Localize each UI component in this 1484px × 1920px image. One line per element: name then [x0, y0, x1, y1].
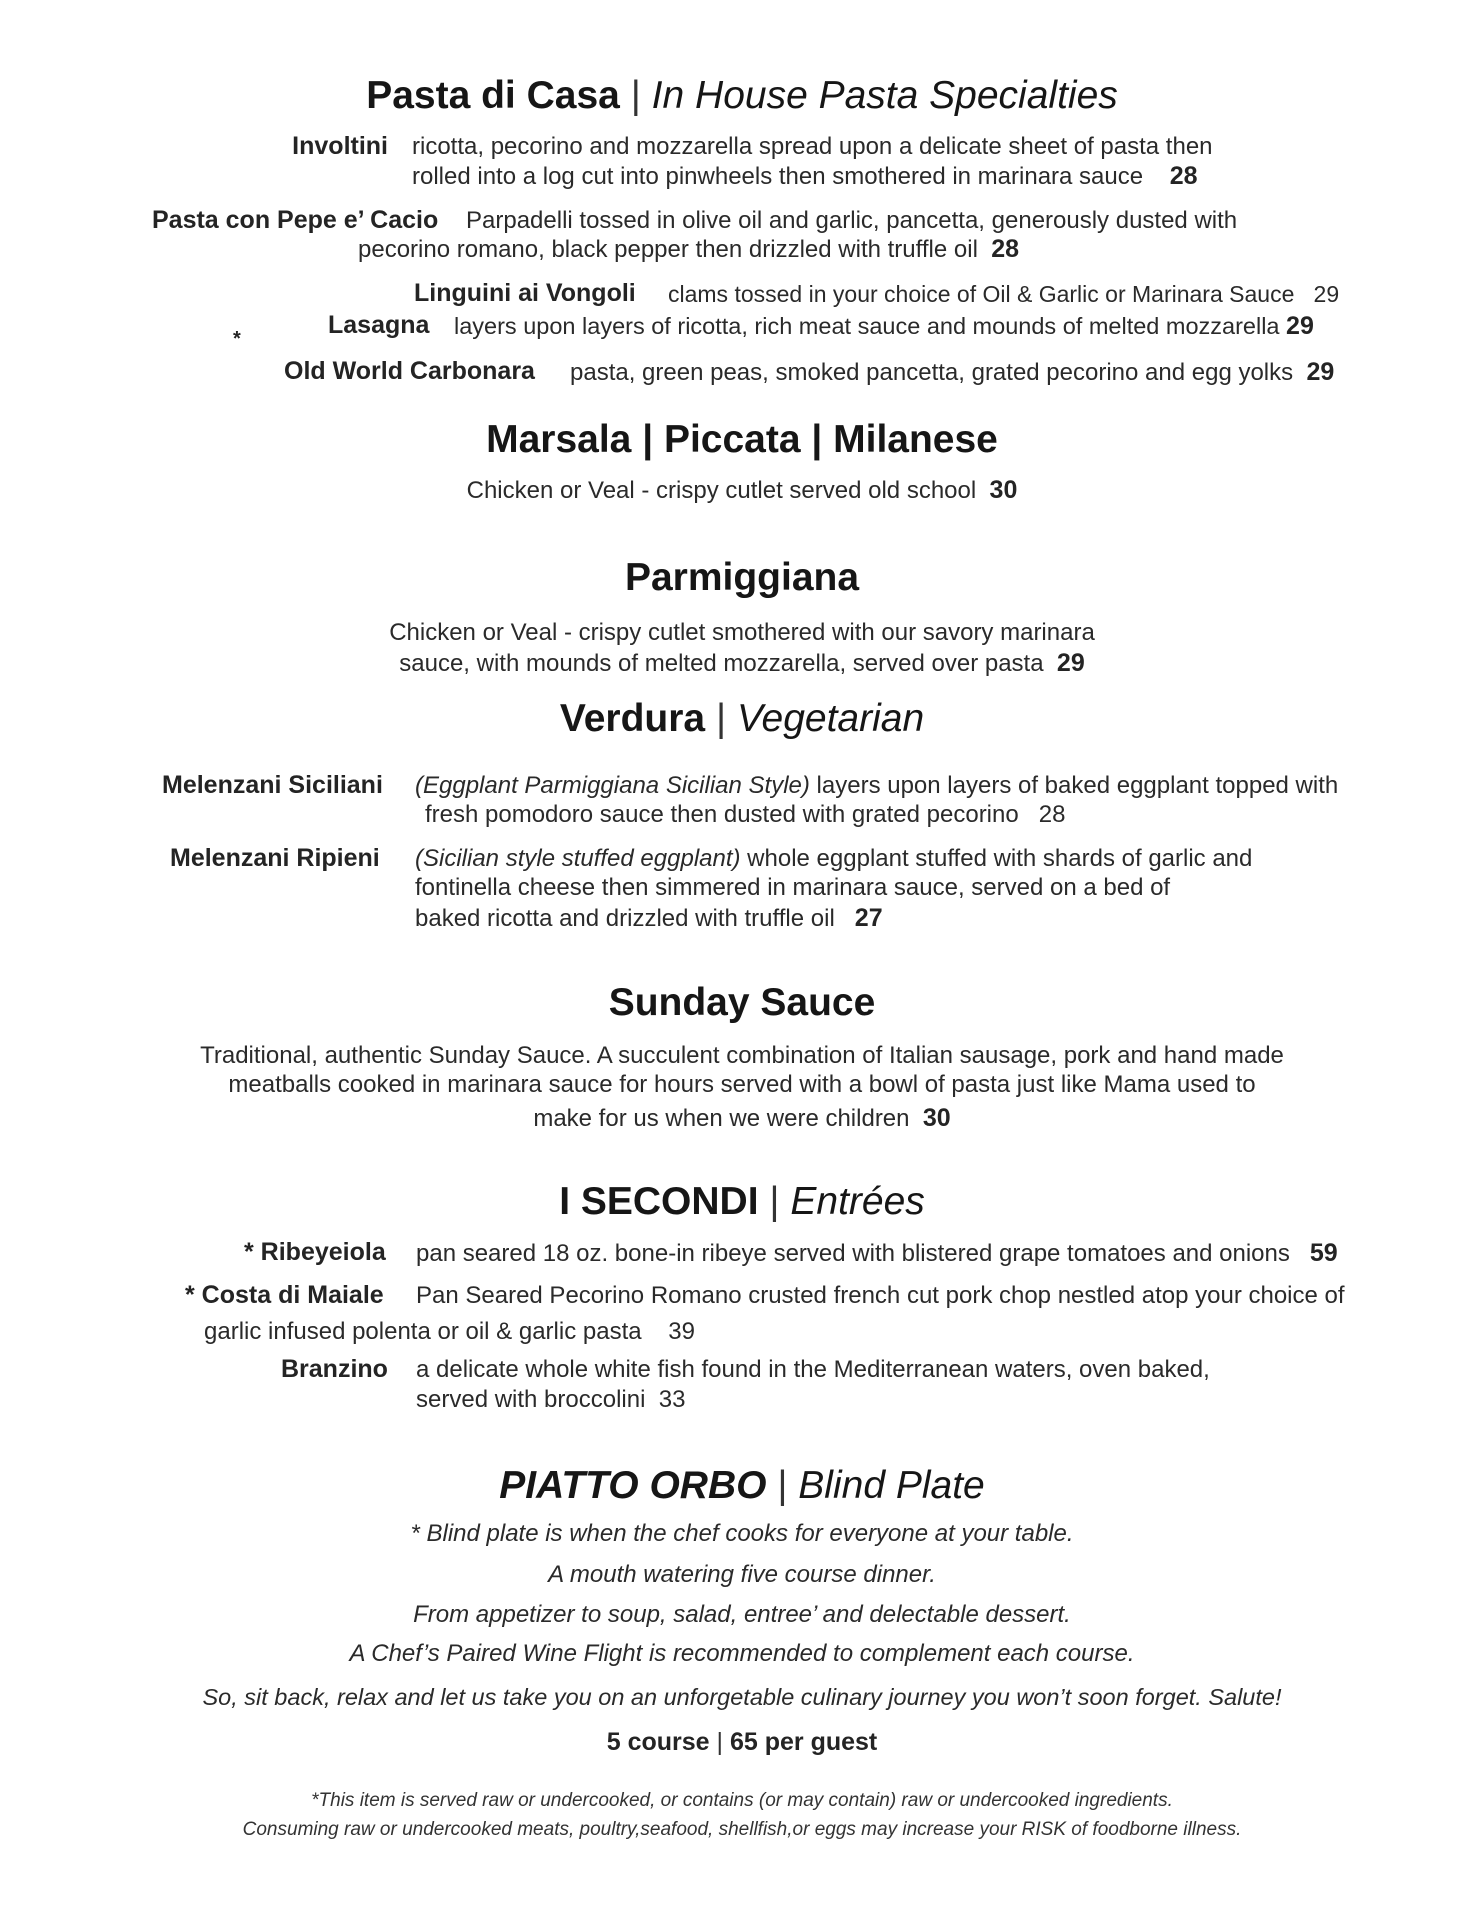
piatto-orbo-title: PIATTO ORBO | Blind Plate — [499, 1464, 985, 1507]
item-description: layers upon layers of ricotta, rich meat sauce and mounds of melted mozzarella 29 — [454, 312, 1314, 340]
raw-food-disclaimer: *This item is served raw or undercooked, or contains (or may contain) raw or undercooked ingredients. — [311, 1790, 1173, 1811]
item-description: ricotta, pecorino and mozzarella spread upon a delicate sheet of pasta then — [412, 133, 1213, 160]
item-description: rolled into a log cut into pinwheels then smothered in marinara sauce 28 — [412, 162, 1198, 190]
piatto-orbo-line: * Blind plate is when the chef cooks for everyone at your table. — [410, 1520, 1074, 1547]
secondi-section-title: I SECONDI | Entrées — [559, 1180, 925, 1223]
item-name: * Costa di Maiale — [185, 1281, 384, 1309]
sunday-sauce-title: Sunday Sauce — [608, 981, 876, 1024]
piatto-orbo-line: From appetizer to soup, salad, entree’ and delectable dessert. — [413, 1601, 1071, 1628]
parmiggiana-description: sauce, with mounds of melted mozzarella, served over pasta 29 — [399, 649, 1085, 677]
piatto-orbo-line: So, sit back, relax and let us take you on an unforgetable culinary journey you won’t soon forget. Salute! — [202, 1684, 1282, 1710]
item-description: Pan Seared Pecorino Romano crusted french cut pork chop nestled atop your choice of — [416, 1282, 1345, 1309]
item-description: fresh pomodoro sauce then dusted with grated pecorino 28 — [425, 801, 1066, 828]
item-description: (Eggplant Parmiggiana Sicilian Style) layers upon layers of baked eggplant topped with — [415, 772, 1339, 799]
sunday-sauce-description: make for us when we were children 30 — [533, 1104, 951, 1132]
item-name: Linguini ai Vongoli — [414, 279, 636, 307]
verdura-section-title: Verdura | Vegetarian — [559, 697, 925, 740]
item-name: Old World Carbonara — [284, 357, 535, 385]
item-name: Lasagna — [328, 311, 430, 339]
sunday-sauce-price: 30 — [922, 1104, 951, 1132]
item-price: 29 — [1286, 312, 1314, 340]
parmiggiana-description: Chicken or Veal - crispy cutlet smothered with our savory marinara — [389, 619, 1095, 646]
parmiggiana-section-title: Parmiggiana — [624, 556, 860, 599]
item-description: pasta, green peas, smoked pancetta, grated pecorino and egg yolks 29 — [570, 358, 1335, 386]
item-price: 28 — [1169, 162, 1198, 190]
marsala-description: Chicken or Veal - crispy cutlet served old school 30 — [466, 476, 1018, 504]
item-description: (Sicilian style stuffed eggplant) whole eggplant stuffed with shards of garlic and — [415, 845, 1253, 872]
parmiggiana-price: 29 — [1056, 649, 1085, 677]
item-description: served with broccolini 33 — [416, 1386, 686, 1413]
item-price: 29 — [1306, 358, 1335, 386]
sunday-sauce-description: meatballs cooked in marinara sauce for hours served with a bowl of pasta just like Mama used to — [228, 1071, 1256, 1098]
item-name: Branzino — [281, 1355, 388, 1383]
item-description: a delicate whole white fish found in the Mediterranean waters, oven baked, — [416, 1356, 1210, 1383]
item-name: Melenzani Siciliani — [162, 771, 383, 799]
item-description: clams tossed in your choice of Oil & Garlic or Marinara Sauce 29 — [668, 281, 1340, 307]
piatto-orbo-line: A Chef’s Paired Wine Flight is recommended to complement each course. — [349, 1640, 1135, 1667]
item-price: 29 — [1313, 281, 1340, 307]
item-description: fontinella cheese then simmered in marinara sauce, served on a bed of — [415, 874, 1171, 901]
item-price: 59 — [1309, 1239, 1338, 1267]
item-price: 39 — [668, 1318, 695, 1345]
raw-warning-mark: * — [233, 328, 241, 350]
marsala-price: 30 — [989, 476, 1018, 504]
piatto-orbo-price: 5 course | 65 per guest — [606, 1728, 878, 1756]
pasta-section-title: Pasta di Casa | In House Pasta Specialties — [366, 74, 1118, 117]
item-description: pecorino romano, black pepper then drizzled with truffle oil 28 — [358, 235, 1020, 263]
item-description: baked ricotta and drizzled with truffle oil 27 — [415, 904, 883, 932]
piatto-orbo-line: A mouth watering five course dinner. — [548, 1561, 936, 1588]
item-description: garlic infused polenta or oil & garlic pasta 39 — [204, 1318, 695, 1345]
item-description: pan seared 18 oz. bone-in ribeye served with blistered grape tomatoes and onions 59 — [416, 1239, 1338, 1267]
item-price: 33 — [658, 1386, 686, 1413]
item-name: Involtini — [292, 132, 388, 160]
item-description: Parpadelli tossed in olive oil and garlic, pancetta, generously dusted with — [466, 207, 1238, 234]
raw-food-disclaimer: Consuming raw or undercooked meats, poultry,seafood, shellfish,or eggs may increase your RISK of foodborne illness. — [242, 1819, 1242, 1840]
item-price: 27 — [854, 904, 883, 932]
item-name: * Ribeyeiola — [244, 1238, 386, 1266]
item-price: 28 — [991, 235, 1020, 263]
item-name: Melenzani Ripieni — [170, 844, 380, 872]
marsala-section-title: Marsala | Piccata | Milanese — [486, 418, 998, 461]
item-name: Pasta con Pepe e’ Cacio — [152, 206, 439, 234]
sunday-sauce-description: Traditional, authentic Sunday Sauce. A succulent combination of Italian sausage, pork and hand made — [200, 1042, 1284, 1069]
item-price: 28 — [1038, 801, 1066, 828]
